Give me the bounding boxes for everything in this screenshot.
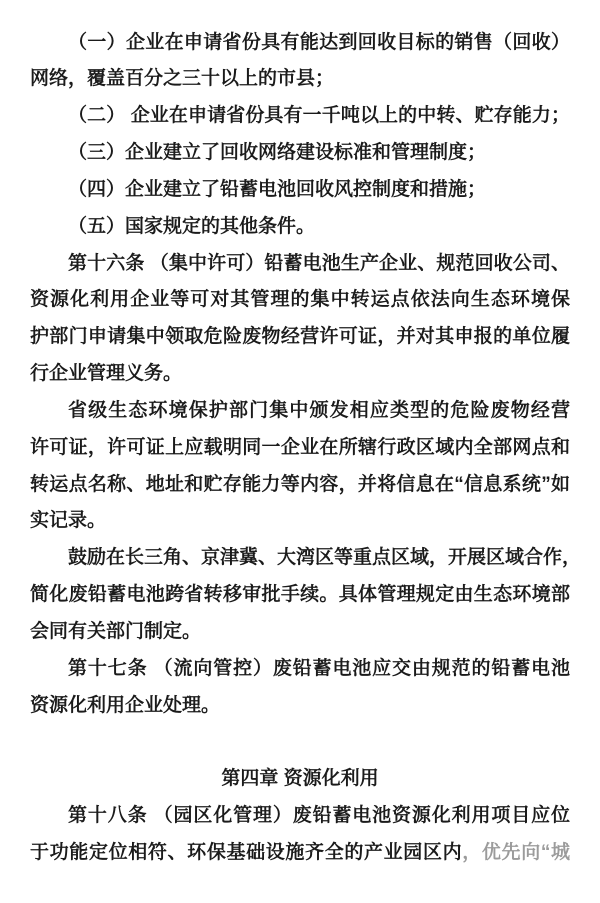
article-17-line-2: 资源化利用企业处理。 — [30, 694, 221, 716]
clause-item-1-line-1: （一）企业在申请省份具有能达到回收目标的销售（回收） — [68, 31, 570, 53]
license-paragraph-line-3: 转运点名称、地址和贮存能力等内容，并将信息在“信息系统”如 — [30, 473, 570, 495]
article-16-line-4: 行企业管理义务。 — [30, 363, 183, 385]
region-paragraph-line-1: 鼓励在长三角、京津冀、大湾区等重点区域，开展区域合作， — [68, 547, 582, 569]
clause-item-2: （二） 企业在申请省份具有一千吨以上的中转、贮存能力； — [68, 105, 570, 127]
article-16-line-1: 第十六条 （集中许可）铅蓄电池生产企业、规范回收公司、 — [68, 252, 570, 274]
region-paragraph-line-3: 会同有关部门制定。 — [30, 621, 202, 642]
article-16-line-3: 护部门申请集中领取危险废物经营许可证，并对其申报的单位履 — [30, 326, 570, 348]
clause-item-3: （三）企业建立了回收网络建设标准和管理制度； — [68, 142, 487, 164]
clause-item-5: （五）国家规定的其他条件。 — [68, 215, 316, 237]
region-paragraph-line-2: 简化废铅蓄电池跨省转移审批手续。具体管理规定由生态环境部 — [30, 584, 570, 606]
license-paragraph-line-4: 实记录。 — [30, 510, 107, 532]
article-16-line-2: 资源化利用企业等可对其管理的集中转运点依法向生态环境保 — [30, 289, 570, 311]
chapter-heading: 第四章 资源化利用 — [221, 768, 379, 790]
license-paragraph-line-2: 许可证，许可证上应载明同一企业在所辖行政区域内全部网点和 — [30, 436, 570, 458]
clause-item-1-line-2: 网络，覆盖百分之三十以上的市县； — [30, 68, 335, 90]
clause-item-4: （四）企业建立了铅蓄电池回收风控制度和措施； — [68, 178, 487, 200]
article-18-line-2-normal: 于功能定位相符、环保基础设施齐全的产业园区内 — [30, 842, 463, 864]
license-paragraph-line-1: 省级生态环境保护部门集中颁发相应类型的危险废物经营 — [68, 399, 570, 421]
article-18-line-2-faded-text: ，优先向“城 — [462, 842, 570, 864]
article-18-line-2 — [30, 835, 570, 872]
article-18-line-1: 第十八条 （园区化管理）废铅蓄电池资源化利用项目应位 — [68, 805, 570, 827]
article-17-line-1: 第十七条 （流向管控）废铅蓄电池应交由规范的铅蓄电池 — [68, 657, 570, 679]
